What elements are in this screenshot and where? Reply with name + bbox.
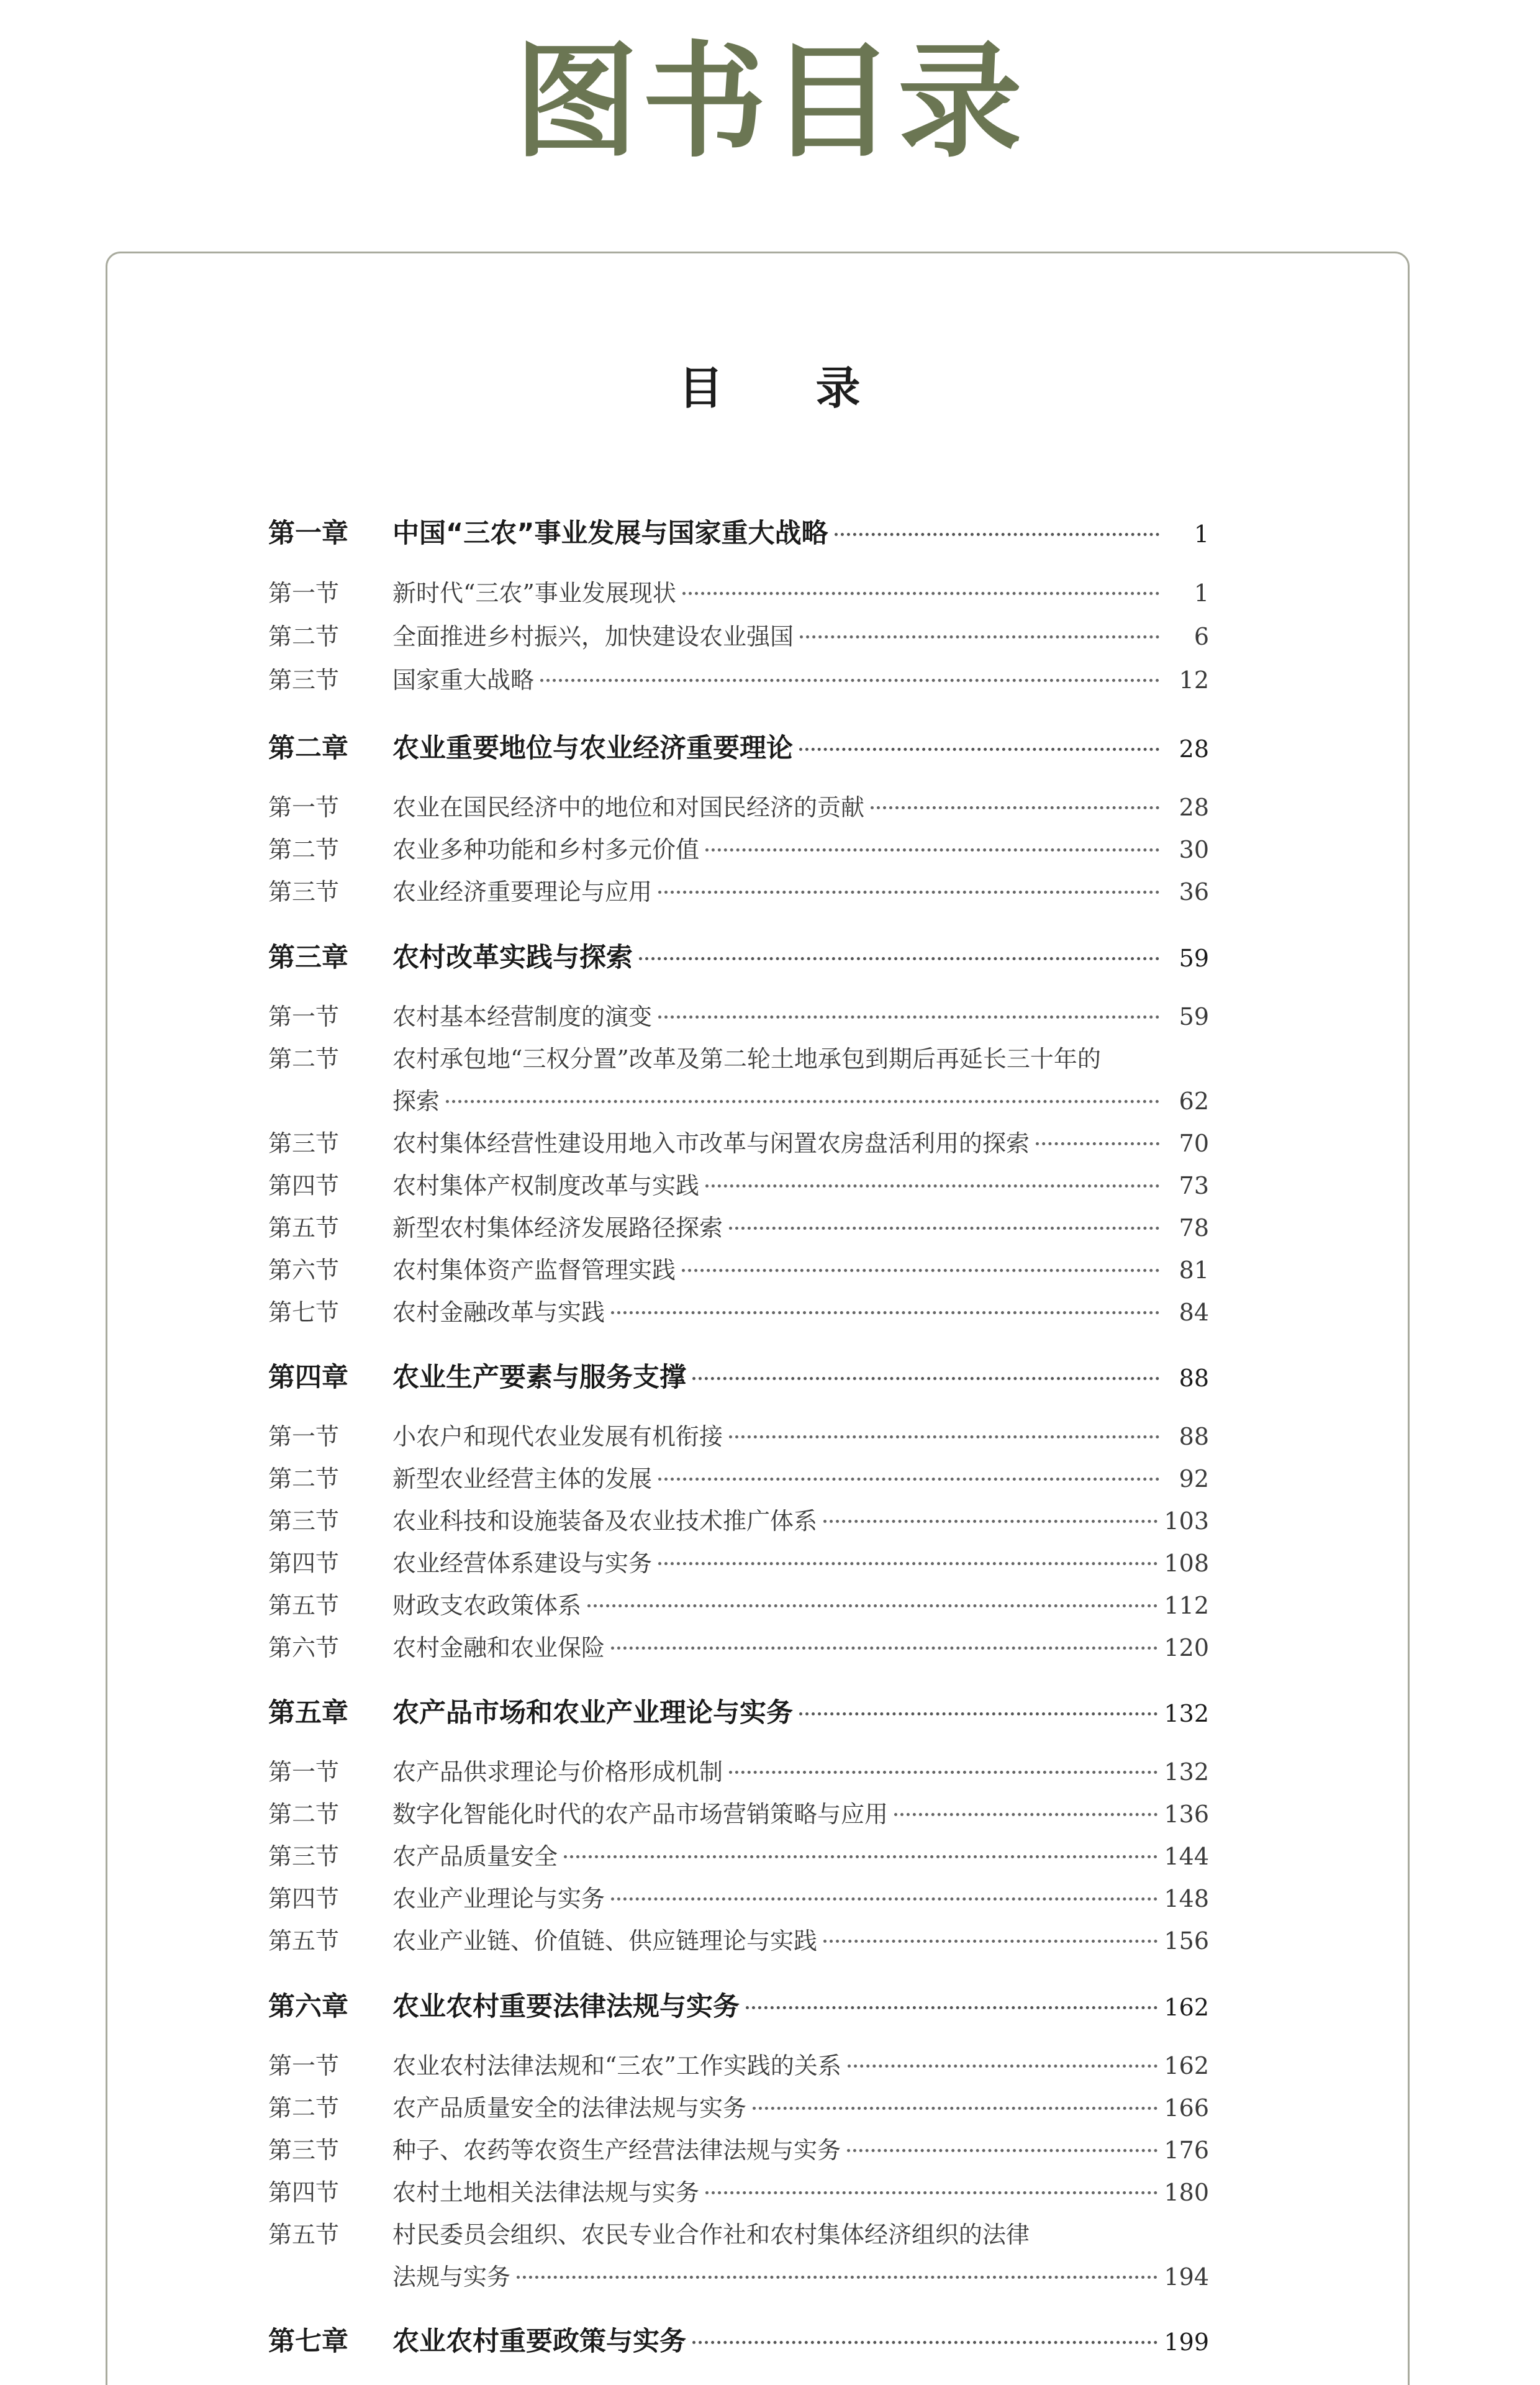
- page-number: 28: [1179, 735, 1209, 763]
- section-label: 第四节: [268, 1172, 340, 1199]
- section-title: 农业科技和设施装备及农业技术推广体系: [392, 1507, 818, 1535]
- section-entry: [268, 2092, 1209, 2124]
- chapter-title: 农业农村重要法律法规与实务: [392, 1991, 740, 2022]
- page-number: 59: [1179, 1003, 1209, 1030]
- section-label: 第一节: [268, 2052, 340, 2079]
- section-label: 第三节: [268, 1130, 340, 1157]
- page-number: 84: [1179, 1299, 1209, 1326]
- section-label: 第六节: [268, 1256, 340, 1284]
- section-entry: [268, 834, 1209, 865]
- dot-leader: [692, 2341, 1157, 2344]
- section-title: 农村基本经营制度的演变: [392, 1003, 653, 1030]
- section-title: 农产品供求理论与价格形成机制: [392, 1758, 723, 1786]
- dot-leader: [682, 592, 1159, 595]
- page-number: 136: [1164, 1801, 1209, 1828]
- section-title: 村民委员会组织、农民专业合作社和农村集体经济组织的法律: [392, 2221, 1030, 2248]
- section-title: 农村金融和农业保险: [392, 1634, 605, 1661]
- dot-leader: [639, 957, 1159, 960]
- chapter-entry: [268, 2324, 1209, 2360]
- section-entry: [268, 1001, 1209, 1032]
- chapter-entry: [268, 940, 1209, 976]
- section-label: 第七节: [268, 1299, 340, 1326]
- dot-leader: [799, 1712, 1157, 1715]
- dot-leader: [823, 1940, 1157, 1943]
- page-number: 162: [1164, 1994, 1209, 2021]
- section-label: 第四节: [268, 2179, 340, 2206]
- section-continuation: [392, 2261, 1209, 2292]
- section-title: 农村承包地“三权分置”改革及第二轮土地承包到期后再延长三十年的: [392, 1045, 1101, 1073]
- chapter-label: 第六章: [268, 1991, 348, 2022]
- dot-leader: [847, 2149, 1157, 2152]
- page-number: 78: [1179, 1214, 1209, 1242]
- section-title: 全面推进乡村振兴，加快建设农业强国: [392, 623, 794, 650]
- section-title: 农村集体经营性建设用地入市改革与闲置农房盘活利用的探索: [392, 1130, 1030, 1157]
- page-number: 1: [1194, 579, 1209, 607]
- section-entry: [268, 1632, 1209, 1663]
- section-entry: [268, 665, 1209, 696]
- page-number: 176: [1164, 2137, 1209, 2164]
- section-entry: [268, 2050, 1209, 2081]
- section-label: 第三节: [268, 878, 340, 906]
- section-label: 第二节: [268, 1045, 340, 1073]
- page-number: 103: [1164, 1507, 1209, 1535]
- section-title-continuation: 探索: [392, 1088, 440, 1115]
- section-entry: [268, 1506, 1209, 1537]
- section-entry: [268, 1841, 1209, 1872]
- section-title: 农业在国民经济中的地位和对国民经济的贡献: [392, 794, 865, 821]
- dot-leader: [611, 1897, 1157, 1901]
- page-number: 59: [1179, 945, 1209, 972]
- chapter-title: 农业重要地位与农业经济重要理论: [392, 733, 793, 764]
- page-number: 180: [1164, 2179, 1209, 2206]
- dot-leader: [729, 1435, 1159, 1438]
- section-title: 新时代“三农”事业发展现状: [392, 579, 676, 607]
- chapter-label: 第七章: [268, 2326, 348, 2357]
- dot-leader: [800, 635, 1159, 638]
- chapter-entry: [268, 1360, 1209, 1396]
- page-number: 194: [1164, 2263, 1209, 2291]
- dot-leader: [729, 1227, 1159, 1230]
- section-title: 农村金融改革与实践: [392, 1299, 605, 1326]
- section-title-continuation: 法规与实务: [392, 2263, 511, 2291]
- section-label: 第二节: [268, 1801, 340, 1828]
- dot-leader: [658, 1015, 1159, 1019]
- section-label: 第五节: [268, 2221, 340, 2248]
- section-label: 第二节: [268, 836, 340, 863]
- page-number: 132: [1164, 1758, 1209, 1786]
- page-number: 88: [1179, 1423, 1209, 1450]
- section-title: 农村集体产权制度改革与实践: [392, 1172, 700, 1199]
- page-number: 81: [1179, 1256, 1209, 1284]
- chapter-entry: [268, 1989, 1209, 2025]
- section-entry: [268, 2219, 1209, 2250]
- section-label: 第三节: [268, 1843, 340, 1870]
- page-number: 62: [1179, 1088, 1209, 1115]
- dot-leader: [894, 1813, 1157, 1816]
- page-number: 156: [1164, 1927, 1209, 1955]
- section-title: 国家重大战略: [392, 666, 535, 694]
- section-label: 第一节: [268, 1423, 340, 1450]
- chapter-label: 第四章: [268, 1362, 348, 1393]
- section-title: 农业产业链、价值链、供应链理论与实践: [392, 1927, 818, 1955]
- dot-leader: [799, 748, 1159, 751]
- section-entry: [268, 1297, 1209, 1328]
- chapter-entry: [268, 731, 1209, 766]
- section-title: 种子、农药等农资生产经营法律法规与实务: [392, 2137, 841, 2164]
- page-number: 120: [1164, 1634, 1209, 1661]
- section-entry: [268, 578, 1209, 609]
- section-entry: [268, 1421, 1209, 1452]
- section-title: 农业经营体系建设与实务: [392, 1550, 653, 1577]
- section-title: 农产品质量安全的法律法规与实务: [392, 2094, 747, 2122]
- dot-leader: [871, 806, 1159, 809]
- section-title: 新型农村集体经济发展路径探索: [392, 1214, 723, 1242]
- chapter-title: 农产品市场和农业产业理论与实务: [392, 1697, 793, 1729]
- page-number: 112: [1164, 1592, 1209, 1619]
- section-title: 农产品质量安全: [392, 1843, 558, 1870]
- section-label: 第三节: [268, 1507, 340, 1535]
- dot-leader: [835, 533, 1159, 536]
- section-entry: [268, 1925, 1209, 1956]
- section-label: 第四节: [268, 1550, 340, 1577]
- section-title: 新型农业经营主体的发展: [392, 1465, 653, 1492]
- section-title: 财政支农政策体系: [392, 1592, 582, 1619]
- section-label: 第三节: [268, 666, 340, 694]
- section-entry: [268, 1170, 1209, 1201]
- page-number: 132: [1164, 1700, 1209, 1727]
- page-number: 73: [1179, 1172, 1209, 1199]
- section-label: 第五节: [268, 1927, 340, 1955]
- section-title: 农业经济重要理论与应用: [392, 878, 653, 906]
- section-entry: [268, 1463, 1209, 1494]
- page-number: 88: [1179, 1365, 1209, 1392]
- section-title: 农业产业理论与实务: [392, 1885, 605, 1912]
- section-entry: [268, 2135, 1209, 2166]
- section-label: 第二节: [268, 623, 340, 650]
- chapter-title: 农村改革实践与探索: [392, 942, 633, 973]
- section-entry: [268, 1799, 1209, 1830]
- toc-heading: 目 录: [678, 362, 862, 414]
- section-label: 第五节: [268, 1214, 340, 1242]
- section-title: 农村集体资产监督管理实践: [392, 1256, 676, 1284]
- dot-leader: [446, 1100, 1159, 1103]
- section-entry: [268, 1255, 1209, 1286]
- section-entry: [268, 1756, 1209, 1788]
- section-label: 第一节: [268, 794, 340, 821]
- chapter-title: 农业农村重要政策与实务: [392, 2326, 686, 2357]
- page-number: 108: [1164, 1550, 1209, 1577]
- chapter-label: 第五章: [268, 1697, 348, 1729]
- page-number: 199: [1164, 2328, 1209, 2356]
- dot-leader: [587, 1604, 1157, 1607]
- page-number: 12: [1179, 666, 1209, 694]
- section-entry: [268, 1883, 1209, 1914]
- chapter-label: 第三章: [268, 942, 348, 973]
- section-label: 第六节: [268, 1634, 340, 1661]
- section-label: 第五节: [268, 1592, 340, 1619]
- dot-leader: [517, 2276, 1157, 2279]
- page-number: 36: [1179, 878, 1209, 906]
- section-entry: [268, 1128, 1209, 1159]
- banner-title: 图书目录: [514, 30, 1026, 175]
- section-title: 农业多种功能和乡村多元价值: [392, 836, 700, 863]
- dot-leader: [658, 1562, 1157, 1565]
- section-entry: [268, 621, 1209, 652]
- section-entry: [268, 792, 1209, 823]
- section-entry: [268, 1590, 1209, 1621]
- section-title: 小农户和现代农业发展有机衔接: [392, 1423, 723, 1450]
- dot-leader: [746, 2006, 1157, 2009]
- dot-leader: [564, 1855, 1157, 1858]
- section-title: 农业农村法律法规和“三农”工作实践的关系: [392, 2052, 841, 2079]
- page-number: 6: [1194, 623, 1209, 650]
- dot-leader: [658, 891, 1159, 894]
- dot-leader: [1036, 1142, 1159, 1145]
- dot-leader: [611, 1311, 1159, 1314]
- page-number: 162: [1164, 2052, 1209, 2079]
- section-label: 第二节: [268, 2094, 340, 2122]
- section-title: 农村土地相关法律法规与实务: [392, 2179, 700, 2206]
- page-number: 166: [1164, 2094, 1209, 2122]
- section-entry: [268, 876, 1209, 907]
- chapter-entry: [268, 516, 1209, 552]
- page-number: 28: [1179, 794, 1209, 821]
- section-title: 数字化智能化时代的农产品市场营销策略与应用: [392, 1801, 889, 1828]
- section-label: 第二节: [268, 1465, 340, 1492]
- section-label: 第一节: [268, 1758, 340, 1786]
- chapter-title: 中国“三农”事业发展与国家重大战略: [392, 518, 828, 549]
- section-label: 第一节: [268, 579, 340, 607]
- page-number: 1: [1194, 520, 1209, 548]
- section-entry: [268, 1548, 1209, 1579]
- section-entry: [268, 2177, 1209, 2208]
- section-continuation: [392, 1086, 1209, 1117]
- chapter-label: 第二章: [268, 733, 348, 764]
- dot-leader: [705, 848, 1159, 852]
- dot-leader: [692, 1377, 1159, 1380]
- dot-leader: [611, 1647, 1157, 1650]
- chapter-label: 第一章: [268, 518, 348, 549]
- dot-leader: [729, 1771, 1157, 1774]
- section-entry: [268, 1212, 1209, 1243]
- dot-leader: [682, 1269, 1159, 1272]
- dot-leader: [705, 1184, 1159, 1188]
- page-number: 70: [1179, 1130, 1209, 1157]
- section-entry: [268, 1043, 1209, 1074]
- dot-leader: [705, 2191, 1157, 2194]
- dot-leader: [848, 2065, 1158, 2068]
- section-label: 第三节: [268, 2137, 340, 2164]
- dot-leader: [753, 2107, 1157, 2110]
- section-label: 第一节: [268, 1003, 340, 1030]
- chapter-entry: [268, 1696, 1209, 1731]
- page-number: 30: [1179, 836, 1209, 863]
- page-number: 92: [1179, 1465, 1209, 1492]
- section-label: 第四节: [268, 1885, 340, 1912]
- chapter-title: 农业生产要素与服务支撑: [392, 1362, 686, 1393]
- page-number: 148: [1164, 1885, 1209, 1912]
- page-number: 144: [1164, 1843, 1209, 1870]
- dot-leader: [540, 679, 1159, 682]
- dot-leader: [823, 1520, 1157, 1523]
- dot-leader: [658, 1478, 1159, 1481]
